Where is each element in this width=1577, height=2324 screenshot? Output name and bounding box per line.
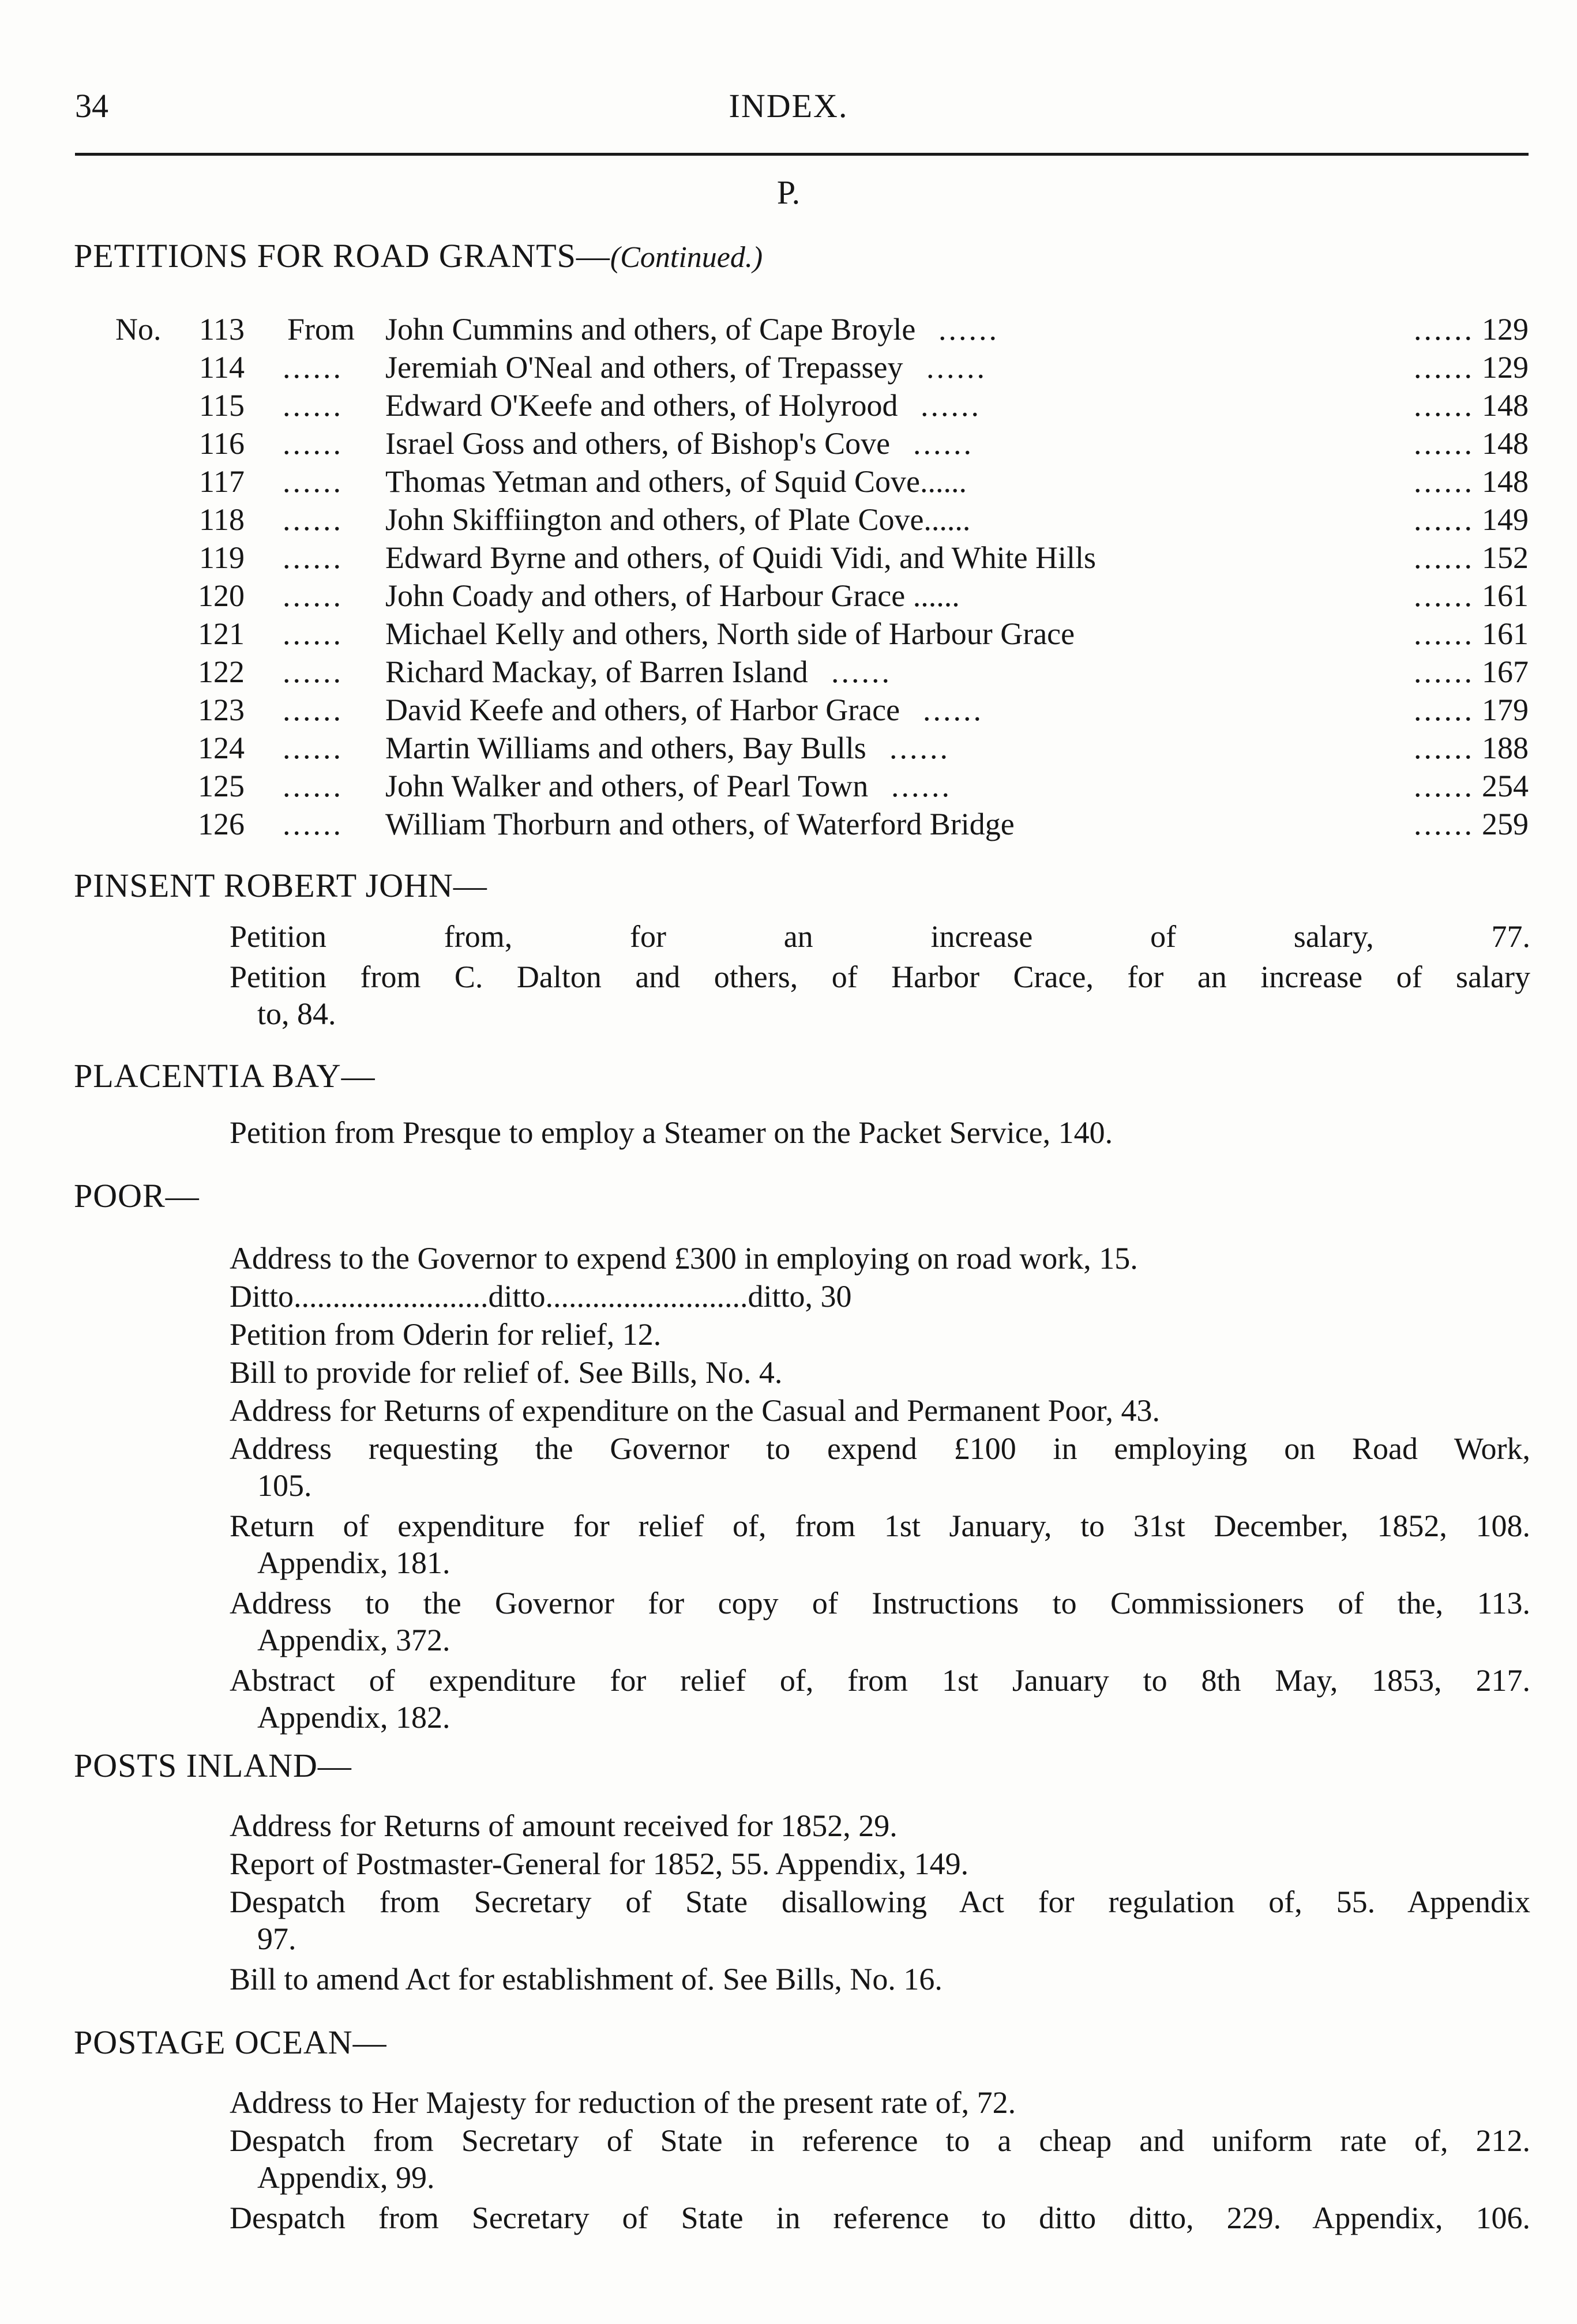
petition-name: John Walker and others, of Pearl Town bbox=[385, 769, 869, 803]
petition-page: 161 bbox=[1482, 578, 1529, 613]
petition-page: 129 bbox=[1482, 312, 1529, 347]
petition-number: 115 bbox=[199, 388, 245, 423]
petition-leader-dots: ...... bbox=[283, 578, 343, 613]
petition-from-label: From bbox=[287, 312, 355, 347]
petition-name: Martin Williams and others, Bay Bulls bbox=[385, 731, 866, 765]
entry-text: Report of Postmaster-General for 1852, 55. Appendix, 149. bbox=[230, 1847, 969, 1881]
petition-leader-dots: ...... bbox=[283, 655, 343, 689]
petitions-heading bbox=[74, 236, 763, 275]
petition-leader-dots: ...... bbox=[283, 616, 343, 651]
placentia-entry-1 bbox=[230, 1114, 1530, 1151]
entry-text: Bill to provide for relief of. See Bills, No. 4. bbox=[230, 1355, 783, 1390]
entry-text: Petition from C. Dalton and others, of Harbor Crace, for an increase of salary bbox=[230, 960, 1530, 994]
petition-row bbox=[0, 730, 1577, 768]
petitions-heading-text: PETITIONS FOR ROAD GRANTS— bbox=[74, 237, 610, 274]
postage-entry-1 bbox=[230, 2084, 1530, 2121]
petition-trail-dots: ...... bbox=[921, 388, 981, 423]
petition-row bbox=[0, 502, 1577, 540]
entry-text: Address to the Governor for copy of Instructions to Commissioners of the, 113. bbox=[230, 1586, 1530, 1620]
petition-row bbox=[0, 388, 1577, 426]
petition-row bbox=[0, 578, 1577, 616]
petition-name: David Keefe and others, of Harbor Grace bbox=[385, 693, 900, 727]
poor-entry-7 bbox=[230, 1507, 1530, 1581]
pinsent-entry-2 bbox=[230, 958, 1530, 1032]
petition-number: 126 bbox=[198, 807, 245, 841]
entry-text: Despatch from Secretary of State disallowing Act for regulation of, 55. Appendix bbox=[230, 1885, 1530, 1919]
petition-row bbox=[0, 464, 1577, 502]
postage-heading: POSTAGE OCEAN— bbox=[74, 2024, 387, 2061]
petition-page: 167 bbox=[1482, 655, 1529, 689]
petition-row bbox=[0, 311, 1577, 349]
petition-trail-dots: ...... bbox=[891, 769, 952, 803]
petition-leader-dots: ...... bbox=[283, 388, 343, 423]
petition-trail-dots: ...... bbox=[938, 312, 999, 347]
entry-continuation: to, 84. bbox=[257, 996, 336, 1031]
petition-page-leader: ...... bbox=[1414, 693, 1474, 727]
petition-page: 259 bbox=[1482, 807, 1529, 841]
petition-name: John Skiffiington and others, of Plate Cove...... bbox=[385, 502, 971, 537]
petition-page-leader: ...... bbox=[1414, 388, 1474, 423]
posts-heading: POSTS INLAND— bbox=[74, 1747, 352, 1784]
petition-number: 122 bbox=[198, 655, 245, 689]
header-rule bbox=[75, 153, 1529, 156]
petition-trail-dots: ...... bbox=[926, 350, 987, 385]
entry-text: Address to the Governor to expend £300 in employing on road work, 15. bbox=[230, 1241, 1138, 1276]
petition-page: 152 bbox=[1482, 540, 1529, 575]
entry-text: Address to Her Majesty for reduction of the present rate of, 72. bbox=[230, 2085, 1016, 2120]
entry-continuation: Appendix, 99. bbox=[257, 2160, 435, 2195]
petition-name: Michael Kelly and others, North side of Harbour Grace bbox=[385, 616, 1075, 651]
petition-no-label: No. bbox=[115, 312, 162, 347]
posts-entry-2 bbox=[230, 1845, 1530, 1882]
petition-page-leader: ...... bbox=[1414, 655, 1474, 689]
petition-leader-dots: ...... bbox=[283, 502, 343, 537]
petition-name: Thomas Yetman and others, of Squid Cove...... bbox=[385, 464, 967, 499]
poor-entry-3 bbox=[230, 1316, 1530, 1353]
petition-page: 148 bbox=[1482, 464, 1529, 499]
posts-entry-4 bbox=[230, 1961, 1530, 1998]
section-letter: P. bbox=[776, 174, 801, 211]
entry-continuation: Appendix, 182. bbox=[257, 1700, 450, 1735]
petition-number: 114 bbox=[199, 350, 245, 385]
pinsent-heading: PINSENT ROBERT JOHN— bbox=[74, 867, 487, 904]
poor-entry-2 bbox=[230, 1278, 1530, 1315]
petition-page-leader: ...... bbox=[1414, 502, 1474, 537]
page-header bbox=[0, 75, 1577, 133]
petition-row bbox=[0, 806, 1577, 844]
poor-entry-5 bbox=[230, 1392, 1530, 1429]
petition-page-leader: ...... bbox=[1414, 578, 1474, 613]
petition-name: Edward Byrne and others, of Quidi Vidi, and White Hills bbox=[385, 540, 1097, 575]
petition-row bbox=[0, 768, 1577, 806]
petition-page: 254 bbox=[1482, 769, 1529, 803]
petition-name: John Cummins and others, of Cape Broyle bbox=[385, 312, 916, 347]
petitions-list bbox=[0, 311, 1577, 844]
petition-number: 125 bbox=[198, 769, 245, 803]
petition-page: 129 bbox=[1482, 350, 1529, 385]
petition-number: 118 bbox=[199, 502, 245, 537]
petition-number: 119 bbox=[199, 540, 245, 575]
petition-row bbox=[0, 616, 1577, 654]
petition-page-leader: ...... bbox=[1414, 312, 1474, 347]
petition-name: William Thorburn and others, of Waterford Bridge bbox=[385, 807, 1015, 841]
entry-continuation: Appendix, 181. bbox=[257, 1545, 450, 1580]
petition-leader-dots: ...... bbox=[283, 693, 343, 727]
petition-page: 179 bbox=[1482, 693, 1529, 727]
petition-page: 148 bbox=[1482, 388, 1529, 423]
petition-number: 124 bbox=[198, 731, 245, 765]
postage-entry-2 bbox=[230, 2122, 1530, 2196]
petition-name: Edward O'Keefe and others, of Holyrood bbox=[385, 388, 898, 423]
petition-page-leader: ...... bbox=[1414, 769, 1474, 803]
petition-leader-dots: ...... bbox=[283, 769, 343, 803]
petition-leader-dots: ...... bbox=[283, 464, 343, 499]
petition-trail-dots: ...... bbox=[923, 693, 983, 727]
poor-entry-9 bbox=[230, 1662, 1530, 1736]
petition-row bbox=[0, 349, 1577, 388]
entry-text: Bill to amend Act for establishment of. See Bills, No. 16. bbox=[230, 1962, 943, 1996]
petition-page-leader: ...... bbox=[1414, 426, 1474, 461]
petition-trail-dots: ...... bbox=[913, 426, 974, 461]
petition-leader-dots: ...... bbox=[283, 426, 343, 461]
poor-entry-8 bbox=[230, 1585, 1530, 1659]
entry-continuation: Appendix, 372. bbox=[257, 1623, 450, 1657]
postage-entry-3 bbox=[230, 2199, 1530, 2236]
entry-text: Abstract of expenditure for relief of, from 1st January to 8th May, 1853, 217. bbox=[230, 1663, 1530, 1698]
petition-page-leader: ...... bbox=[1414, 540, 1474, 575]
entry-continuation: 105. bbox=[257, 1468, 312, 1503]
entry-text: Address requesting the Governor to expend £100 in employing on Road Work, bbox=[230, 1431, 1530, 1466]
petition-number: 117 bbox=[199, 464, 245, 499]
placentia-heading: PLACENTIA BAY— bbox=[74, 1057, 376, 1095]
petition-number: 121 bbox=[198, 616, 245, 651]
petitions-heading-note: (Continued.) bbox=[610, 241, 763, 274]
petition-page-leader: ...... bbox=[1414, 616, 1474, 651]
petition-page: 188 bbox=[1482, 731, 1529, 765]
petition-name: Richard Mackay, of Barren Island bbox=[385, 655, 808, 689]
posts-entry-3 bbox=[230, 1883, 1530, 1957]
entry-text: Address for Returns of amount received for 1852, 29. bbox=[230, 1808, 898, 1843]
petition-page: 161 bbox=[1482, 616, 1529, 651]
petition-row bbox=[0, 692, 1577, 730]
entry-text: Petition from, for an increase of salary, 77. bbox=[230, 919, 1530, 954]
petition-page-leader: ...... bbox=[1414, 731, 1474, 765]
entry-continuation: 97. bbox=[257, 1921, 296, 1956]
entry-text: Petition from Oderin for relief, 12. bbox=[230, 1317, 662, 1352]
petition-row bbox=[0, 426, 1577, 464]
poor-heading: POOR— bbox=[74, 1177, 200, 1214]
petition-row bbox=[0, 654, 1577, 692]
petition-leader-dots: ...... bbox=[283, 540, 343, 575]
petition-name: Jeremiah O'Neal and others, of Trepassey bbox=[385, 350, 903, 385]
entry-text: Address for Returns of expenditure on the Casual and Permanent Poor, 43. bbox=[230, 1393, 1160, 1428]
petition-leader-dots: ...... bbox=[283, 807, 343, 841]
petition-leader-dots: ...... bbox=[283, 350, 343, 385]
entry-text: Ditto.........................ditto..........................ditto, 30 bbox=[230, 1279, 852, 1314]
petition-page-leader: ...... bbox=[1414, 464, 1474, 499]
petition-page-leader: ...... bbox=[1414, 350, 1474, 385]
petition-leader-dots: ...... bbox=[283, 731, 343, 765]
pinsent-entry-1 bbox=[230, 918, 1530, 955]
petition-trail-dots: ...... bbox=[889, 731, 950, 765]
petition-page: 149 bbox=[1482, 502, 1529, 537]
petition-name: Israel Goss and others, of Bishop's Cove bbox=[385, 426, 891, 461]
petition-name: John Coady and others, of Harbour Grace ...... bbox=[385, 578, 960, 613]
petition-page: 148 bbox=[1482, 426, 1529, 461]
petition-row bbox=[0, 540, 1577, 578]
poor-entry-4 bbox=[230, 1354, 1530, 1391]
poor-entry-1 bbox=[230, 1240, 1530, 1277]
page-number: 34 bbox=[75, 87, 108, 125]
petition-page-leader: ...... bbox=[1414, 807, 1474, 841]
entry-text: Petition from Presque to employ a Steamer on the Packet Service, 140. bbox=[230, 1115, 1113, 1150]
page-title: INDEX. bbox=[729, 87, 848, 125]
petition-number: 113 bbox=[199, 312, 245, 347]
petition-number: 116 bbox=[199, 426, 245, 461]
posts-entry-1 bbox=[230, 1807, 1530, 1844]
entry-text: Return of expenditure for relief of, from 1st January, to 31st December, 1852, 108. bbox=[230, 1509, 1530, 1543]
petition-number: 123 bbox=[198, 693, 245, 727]
poor-entry-6 bbox=[230, 1430, 1530, 1504]
entry-text: Despatch from Secretary of State in reference to a cheap and uniform rate of, 212. bbox=[230, 2123, 1530, 2158]
petition-trail-dots: ...... bbox=[831, 655, 892, 689]
entry-text: Despatch from Secretary of State in reference to ditto ditto, 229. Appendix, 106. bbox=[230, 2201, 1530, 2235]
petition-number: 120 bbox=[198, 578, 245, 613]
